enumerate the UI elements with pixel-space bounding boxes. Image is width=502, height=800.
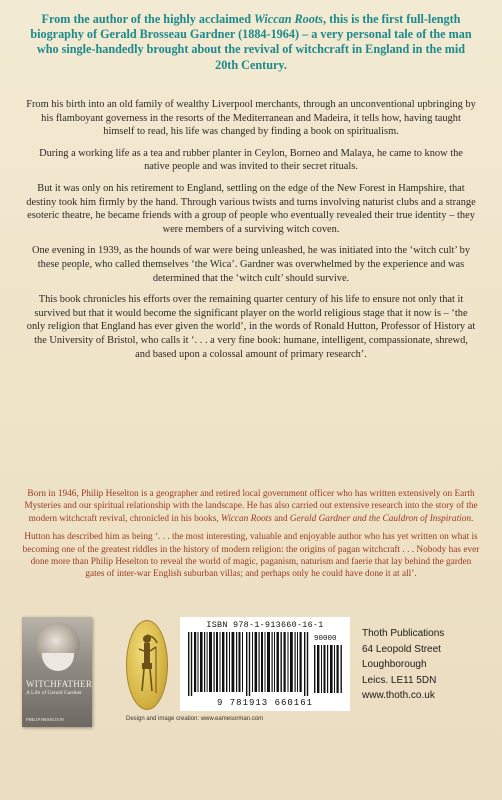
front-cover-thumbnail (22, 617, 92, 727)
lead-paragraph (26, 12, 476, 73)
thoth-figure-icon (131, 631, 163, 699)
isbn-text: ISBN 978-1-913660-16-1 (206, 620, 324, 630)
thoth-logo-seal (126, 620, 168, 710)
blurb-paragraph: But it was only on his retirement to England, settling on the edge of the New Forest in Hampshire, that destiny took him firmly by the hand. Through various twists and turns involving naturist clubs and a strange esoteric theatre, he became friends with a group of people who eventually revealed their true identity – they were members of a surviving witch coven. (26, 182, 476, 235)
bio-text: and (271, 513, 290, 524)
price-code-text: 90000 (314, 635, 337, 643)
blurb-paragraph: One evening in 1939, as the hounds of war were being unleashed, he was initiated into the ‘witch cult’ by these people, who called themselves ‘the Wica’. Gardner was overwhelmed by the experience and was determined that the ‘witch cult’ should survive. (31, 245, 471, 284)
price-barcode-image (314, 645, 344, 693)
author-bio-paragraph (22, 488, 480, 525)
blurb-body (26, 98, 476, 369)
publisher-line: Thoth Publications (362, 628, 445, 639)
bio-text: Born in 1946, Philip Heselton is a geographer and retired local government officer who has written extensively on Earth Mysteries and our spiritual relationship with the landscape. He has also carried out extensive research into the story of the modern witchcraft revival, chronicled in his books, (24, 489, 478, 524)
author-bio (22, 488, 480, 587)
barcode-panel (180, 617, 350, 711)
lead-suffix: , this is the first full-length biography of Gerald Brosseau Gardner (1884-1964) – a very personal tale of the man who single-handedly brought about the revival of witchcraft in England in the mid 20th Century. (30, 12, 472, 72)
thumbnail-title: WITCHFATHER (26, 679, 92, 689)
thumbnail-subtitle: A Life of Gerald Gardner (26, 690, 82, 696)
blurb-paragraph: During a working life as a tea and rubber planter in Ceylon, Borneo and Malaya, he came to know the native people and was invited to their secret rituals. (39, 147, 463, 173)
barcode-digits: 9 781913 660161 (216, 698, 313, 708)
portrait-beard (42, 653, 74, 671)
design-credit: Design and image creation: www.eamesorman.com (126, 716, 264, 722)
author-bio-quote: Hutton has described him as being ‘. . . the most interesting, valuable and enjoyable author who has yet written on what is becoming one of the greatest riddles in the history of modern religion: the origins of pagan witchcraft . . . Nobody has ever done more than Philip Heselton to reveal the world of magic, paganism, naturism and faerie that lay behind the garden gates of inter-war English suburban villas; and perhaps only he could have done it at all’. (22, 532, 480, 580)
publisher-website: www.thoth.co.uk (362, 690, 435, 701)
bio-book-title: Gerald Gardner and the Cauldron of Inspiration (289, 513, 472, 524)
publisher-line: 64 Leopold Street (362, 643, 441, 655)
publisher-line: Loughborough (362, 659, 427, 670)
blurb-paragraph: This book chronicles his efforts over the remaining quarter century of his life to ensure not only that it survived but that it would become the significant player on the world religious stage that it now is – ‘the only religion that England has ever given the world’, in the words of Ronald Hutton, Professor of History at the University of Bristol, who calls it ‘. . . a very fine book: humane, intelligent, compassionate, shrewd, and based upon a colossal amount of primary research’. (26, 294, 476, 360)
blurb-paragraph: From his birth into an old family of wealthy Liverpool merchants, through an unconventional upbringing by his flamboyant governess in the resorts of the Mediterranean and Madeira, it tells how, having taught himself to read, his life was changed by finding a book on spiritualism. (26, 99, 476, 138)
publisher-address (362, 626, 492, 704)
thumbnail-author: PHILIP HESELTON (26, 717, 64, 722)
lead-book-title: Wiccan Roots (254, 12, 323, 26)
publisher-line: Leics. LE11 5DN (362, 674, 437, 686)
barcode-image (188, 632, 310, 696)
bio-text: . (471, 513, 474, 524)
bio-book-title: Wiccan Roots (220, 513, 272, 524)
lead-prefix: From the author of the highly acclaimed (41, 12, 255, 26)
